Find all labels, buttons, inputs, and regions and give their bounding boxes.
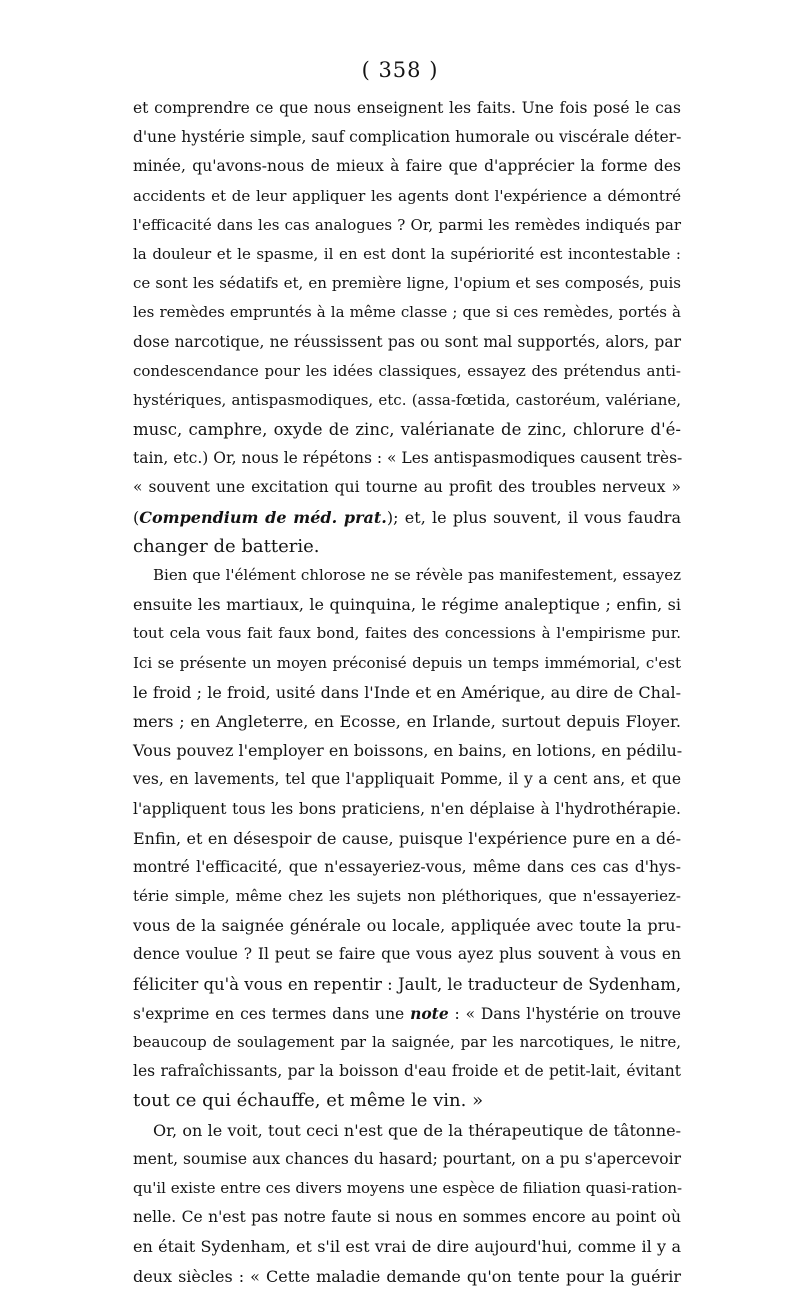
text-line: hystériques, antispasmodiques, etc. (assa-fœtida, castoréum, valériane, xyxy=(133,390,681,409)
body-text xyxy=(133,94,681,1291)
text-line: beaucoup de soulagement par la saignée, par les narcotiques, le nitre, xyxy=(133,1033,681,1051)
text-line: qu'il existe entre ces divers moyens une espèce de filiation quasi-ration- xyxy=(133,1178,683,1197)
text-line: « souvent une excitation qui tourne au profit des troubles nerveux » xyxy=(133,478,681,497)
text-line: l'efficacité dans les cas analogues ? Or, parmi les remèdes indiqués par xyxy=(133,215,681,234)
text-line: ce sont les sédatifs et, en première ligne, l'opium et ses composés, puis xyxy=(133,274,681,293)
text-line: condescendance pour les idées classiques, essayez des prétendus anti- xyxy=(133,361,681,380)
text-line: le froid ; le froid, usité dans l'Inde et en Amérique, au dire de Chal- xyxy=(133,682,681,702)
text-line: Or, on le voit, tout ceci n'est que de la thérapeutique de tâtonne- xyxy=(153,1120,681,1140)
text-line xyxy=(133,503,681,532)
text-line xyxy=(133,999,681,1028)
text-line: vous de la saignée générale ou locale, appliquée avec toute la pru- xyxy=(133,916,681,936)
page-number: ( 358 ) xyxy=(361,58,439,82)
text-line: ment, soumise aux chances du hasard; pourtant, on a pu s'apercevoir xyxy=(133,1149,681,1168)
text-line: les rafraîchissants, par la boisson d'eau froide et de petit-lait, évitant xyxy=(133,1062,681,1081)
text-line: montré l'efficacité, que n'essayeriez-vous, même dans ces cas d'hys- xyxy=(133,857,681,876)
text-line: l'appliquent tous les bons praticiens, n'en déplaise à l'hydrothérapie. xyxy=(133,799,681,818)
text-line: Enfin, et en désespoir de cause, puisque l'expérience pure en a dé- xyxy=(133,828,681,848)
text-segment: ); et, le plus souvent, il vous faudra xyxy=(386,507,681,527)
text-line: féliciter qu'à vous en repentir : Jault, le traducteur de Sydenham, xyxy=(133,974,682,994)
text-segment: ( xyxy=(133,507,140,527)
text-line: deux siècles : « Cette maladie demande qu'on tente pour la guérir xyxy=(133,1266,681,1286)
text-line: et comprendre ce que nous enseignent les faits. Une fois posé le cas xyxy=(133,99,681,117)
italic-citation: Compendium de méd. prat. xyxy=(139,507,387,527)
text-line: les remèdes empruntés à la même classe ; que si ces remèdes, portés à xyxy=(133,303,681,322)
text-line: nelle. Ce n'est pas notre faute si nous en sommes encore au point où xyxy=(133,1208,681,1227)
text-line: Bien que l'élément chlorose ne se révèle pas manifestement, essayez xyxy=(153,566,681,584)
text-segment: : « Dans l'hystérie on trouve xyxy=(448,1004,681,1023)
italic-citation: note xyxy=(410,1003,449,1023)
text-line: dence voulue ? Il peut se faire que vous ayez plus souvent à vous en xyxy=(133,945,681,964)
text-line: ves, en lavements, tel que l'appliquait Pomme, il y a cent ans, et que xyxy=(133,770,681,789)
text-line: accidents et de leur appliquer les agents dont l'expérience a démontré xyxy=(133,186,681,205)
text-line: Ici se présente un moyen préconisé depuis un temps immémorial, c'est xyxy=(133,653,681,672)
text-line: térie simple, même chez les sujets non pléthoriques, que n'essayeriez- xyxy=(133,887,681,906)
text-line: mers ; en Angleterre, en Ecosse, en Irlande, surtout depuis Floyer. xyxy=(133,711,681,731)
text-line: la douleur et le spasme, il en est dont la supériorité est incontestable : xyxy=(133,244,681,263)
text-line: tout ce qui échauffe, et même le vin. » xyxy=(133,1090,484,1112)
text-line: Vous pouvez l'employer en boissons, en bains, en lotions, en pédilu- xyxy=(133,741,683,761)
text-line: ensuite les martiaux, le quinquina, le régime analeptique ; enfin, si xyxy=(133,595,681,615)
text-line: d'une hystérie simple, sauf complication humorale ou viscérale déter- xyxy=(133,128,682,147)
text-line: tout cela vous fait faux bond, faites des concessions à l'empirisme pur. xyxy=(133,624,681,643)
text-segment: s'exprime en ces termes dans une xyxy=(133,1004,411,1023)
text-line: en était Sydenham, et s'il est vrai de dire aujourd'hui, comme il y a xyxy=(133,1237,681,1257)
text-line: tain, etc.) Or, nous le répétons : « Les antispasmodiques causent très- xyxy=(133,449,683,468)
text-line: changer de batterie. xyxy=(133,535,320,557)
text-line: minée, qu'avons-nous de mieux à faire que d'apprécier la forme des xyxy=(133,157,681,176)
text-line: dose narcotique, ne réussissent pas ou sont mal supportés, alors, par xyxy=(133,332,681,351)
text-line: musc, camphre, oxyde de zinc, valérianate de zinc, chlorure d'é- xyxy=(133,420,681,440)
